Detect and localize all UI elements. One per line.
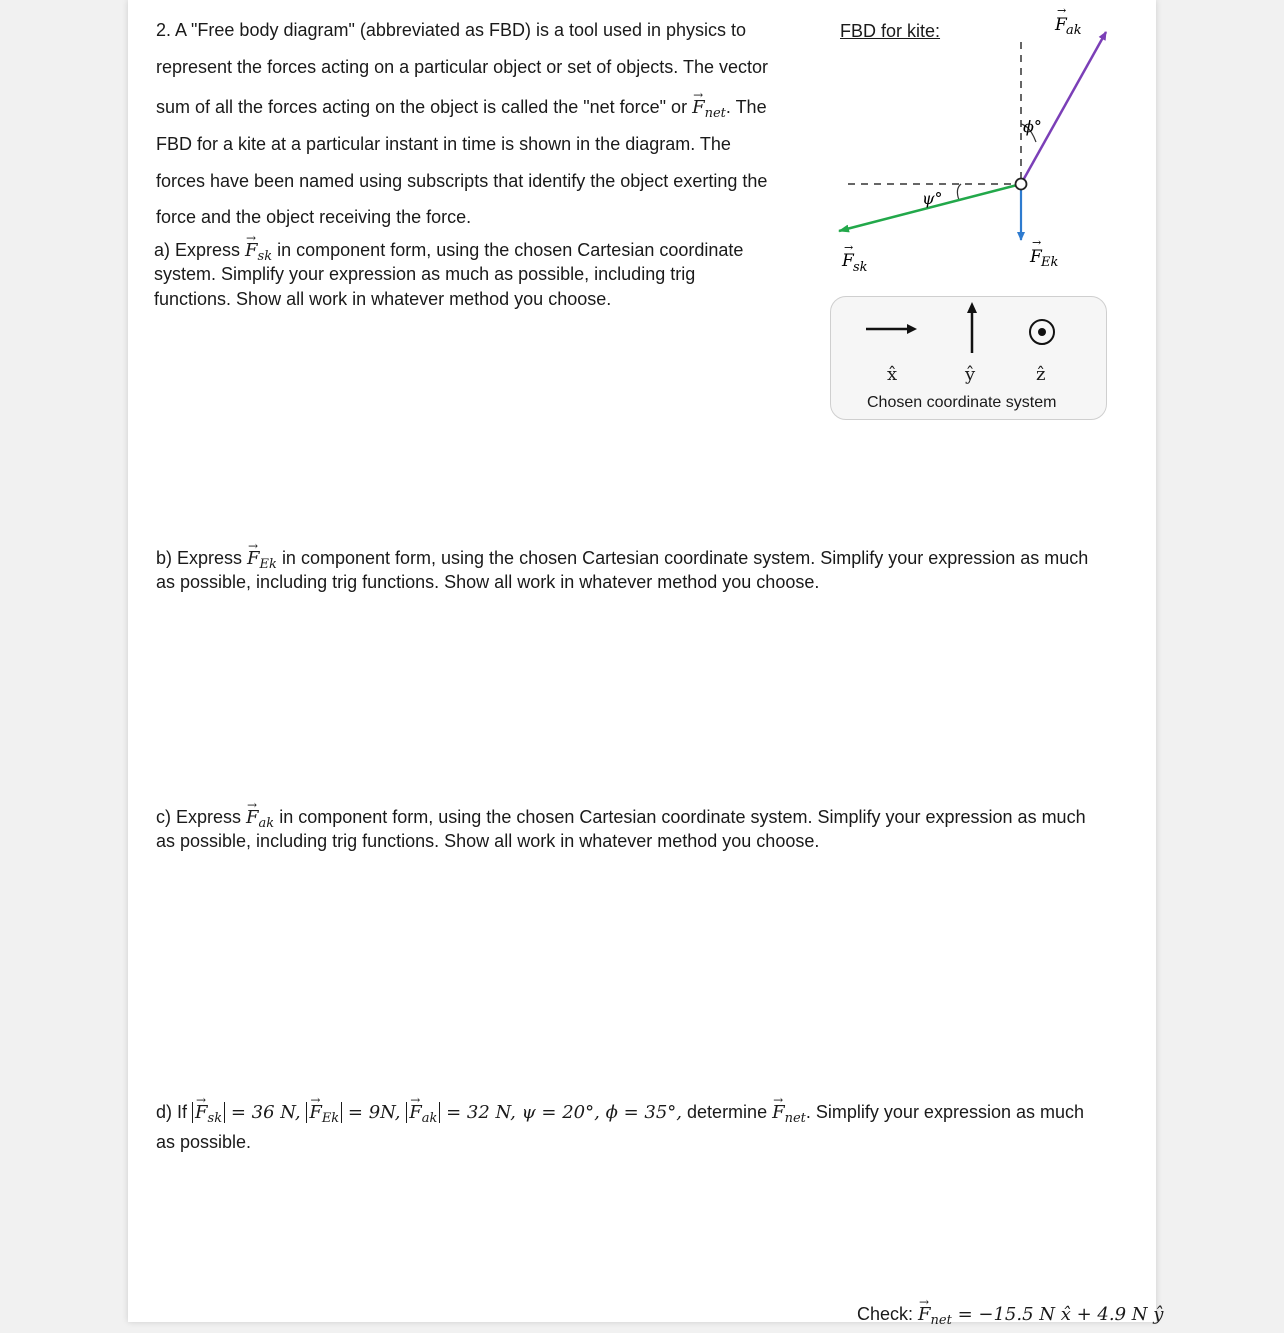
intro-line-3: sum of all the forces acting on the object is called the "net force" or → $F_{net}$. The (156, 95, 767, 126)
svg-text:ak: ak (1066, 23, 1082, 38)
fbd-title: FBD for kite: (840, 21, 941, 41)
label-f-sk (841, 241, 868, 275)
svg-text:→: → (1057, 4, 1067, 17)
part-a-line-3: functions. Show all work in whatever method you choose. (154, 289, 612, 309)
coordinate-axes-icons (831, 297, 1106, 367)
part-a-line-2: system. Simplify your expression as much as possible, including trig (154, 264, 696, 284)
label-f-ak (1054, 4, 1082, 38)
intro-line-5: forces have been named using subscripts that identify the object exerting the (156, 171, 768, 191)
coordinate-caption: Chosen coordinate system (867, 394, 1057, 411)
force-ak-arrow (1021, 32, 1106, 184)
svg-text:ψ°: ψ° (922, 189, 943, 208)
label-f-ek (1029, 236, 1058, 270)
part-b-line-2: as possible, including trig functions. Show all work in whatever method you choose. (156, 572, 820, 592)
z-hat-label: ẑ (1036, 364, 1046, 385)
part-a-line-1: a) Express → $F_{sk}$ in component form, using the chosen Cartesian coordinate (154, 238, 743, 269)
intro-line-1: 2. A "Free body diagram" (abbreviated as FBD) is a tool used in physics to (156, 20, 747, 40)
worksheet-page (128, 0, 1164, 1328)
check-answer: Check: → $F_{net} = -15.5$ N x̂ + 4.9 N ŷ (857, 1302, 1163, 1333)
x-hat-label: x̂ (887, 364, 898, 385)
svg-text:ϕ°: ϕ° (1023, 117, 1042, 136)
coordinate-system-box (830, 296, 1107, 420)
psi-angle-arc (957, 184, 961, 200)
part-c-line-2: as possible, including trig functions. Show all work in whatever method you choose. (156, 831, 820, 851)
y-hat-label: ŷ (965, 364, 976, 385)
label-psi (922, 189, 943, 208)
svg-text:F: F (1030, 247, 1042, 267)
intro-line-6: force and the object receiving the force. (156, 207, 472, 227)
kite-point (1016, 179, 1027, 190)
label-phi (1023, 117, 1042, 136)
svg-text:F: F (1055, 15, 1067, 35)
svg-text:sk: sk (853, 260, 868, 275)
svg-text:F: F (842, 251, 854, 271)
part-c-line-1: c) Express → $F_{ak}$ in component form, using the chosen Cartesian coordinate system. Simplify your expression as much (156, 805, 1086, 836)
free-body-diagram (818, 0, 1138, 290)
svg-text:→: → (844, 241, 854, 254)
intro-line-2: represent the forces acting on a particular object or set of objects. The vector (156, 57, 768, 77)
part-d-line-2: as possible. (156, 1132, 252, 1152)
intro-line-4: FBD for a kite at a particular instant in time is shown in the diagram. The (156, 134, 731, 154)
part-d-line-1: d) $If \to F_{sk} = 36$ N, → $F_{Ek} = 9N$, → $F_{ak} = 32$ N, ψ = 20°, ϕ = 35°, determine → $F_{net}$. Simplify your expression as much (156, 1100, 1084, 1131)
svg-text:Ek: Ek (1041, 255, 1059, 270)
svg-text:→: → (1032, 236, 1042, 249)
part-b-line-1: b) Express → $F_{Ek}$ in component form, using the chosen Cartesian coordinate system. Simplify your expression as much (156, 546, 1088, 577)
